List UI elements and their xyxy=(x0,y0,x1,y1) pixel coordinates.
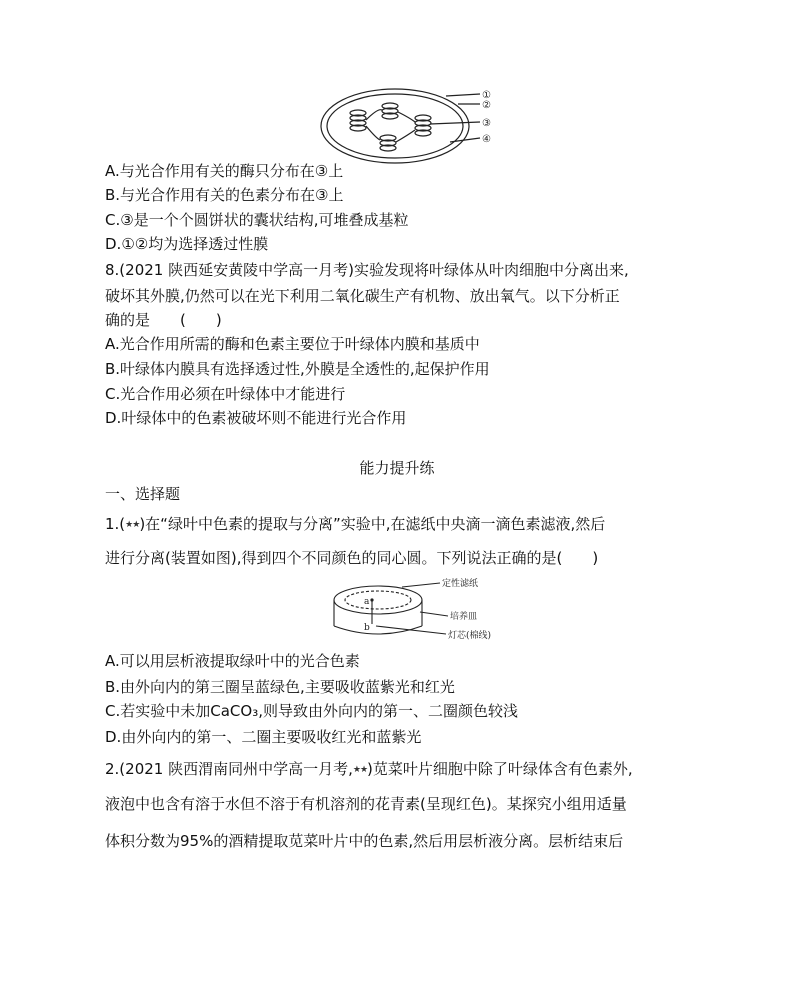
q1-stem-line2: 进行分离(装置如图),得到四个不同颜色的同心圆。下列说法正确的是( ) xyxy=(105,549,599,567)
figure1-label-3: ③ xyxy=(482,118,491,129)
difficulty-star-icon: ★★ xyxy=(125,520,140,530)
q2-stem-pre: 2.(2021 陕西渭南同州中学高一月考, xyxy=(105,760,353,778)
q8-stem-line2: 破坏其外膜,仍然可以在光下利用二氧化碳生产有机物、放出氧气。以下分析正 xyxy=(105,287,620,305)
filter-paper-inner-ring xyxy=(345,591,411,609)
q8-stem-line1: 8.(2021 陕西延安黄陵中学高一月考)实验发现将叶绿体从叶肉细胞中分离出来, xyxy=(105,261,629,279)
q2-stem-post: )苋菜叶片细胞中除了叶绿体含有色素外, xyxy=(367,760,633,778)
filter-paper-outline xyxy=(334,586,422,614)
granum-left xyxy=(350,110,366,131)
q1-option-c: C.若实验中未加CaCO₃,则导致由外向内的第一、二圈颜色较浅 xyxy=(105,702,518,720)
q2-stem-line1 xyxy=(105,759,633,780)
q8-stem-line3: 确的是 ( ) xyxy=(105,311,222,329)
q-prev-option-a: A.与光合作用有关的酶只分布在③上 xyxy=(105,162,344,180)
q1-option-b: B.由外向内的第三圈呈蓝绿色,主要吸收蓝紫光和红光 xyxy=(105,678,455,696)
q2-stem-line3: 体积分数为95%的酒精提取苋菜叶片中的色素,然后用层析液分离。层析结束后 xyxy=(105,832,624,850)
figure1-label-2: ② xyxy=(482,100,491,111)
figure1-label-4: ④ xyxy=(482,134,491,145)
q1-stem-line1 xyxy=(105,514,605,535)
q-prev-option-b: B.与光合作用有关的色素分布在③上 xyxy=(105,186,344,204)
difficulty-star-icon: ★★ xyxy=(352,765,368,775)
granum-right xyxy=(415,115,431,136)
section-subtitle: 一、选择题 xyxy=(105,485,181,503)
figure1-label-1: ① xyxy=(482,90,491,101)
figure2-label-dish: 培养皿 xyxy=(450,612,478,622)
q8-option-b: B.叶绿体内膜具有选择透过性,外膜是全透性的,起保护作用 xyxy=(105,360,490,378)
q1-stem-rest: )在“绿叶中色素的提取与分离”实验中,在滤纸中央滴一滴色素滤液,然后 xyxy=(139,515,606,533)
granum-middle xyxy=(382,103,398,119)
q8-option-a: A.光合作用所需的酶和色素主要位于叶绿体内膜和基质中 xyxy=(105,335,480,353)
q2-stem-line2: 液泡中也含有溶于水但不溶于有机溶剂的花青素(呈现红色)。某探究小组用适量 xyxy=(105,795,627,813)
q8-option-c: C.光合作用必须在叶绿体中才能进行 xyxy=(105,385,346,403)
chloroplast-outer-membrane xyxy=(321,89,469,163)
q8-option-d: D.叶绿体中的色素被破坏则不能进行光合作用 xyxy=(105,409,407,427)
figure2-label-b: b xyxy=(364,623,370,633)
q-prev-option-c: C.③是一个个圆饼状的囊状结构,可堆叠成基粒 xyxy=(105,211,409,229)
chromatography-figure xyxy=(0,578,794,648)
q1-number: 1.( xyxy=(105,515,126,533)
figure2-label-a: a xyxy=(364,597,370,607)
q1-option-a: A.可以用层析液提取绿叶中的光合色素 xyxy=(105,652,360,670)
figure2-label-filter: 定性滤纸 xyxy=(442,579,479,589)
figure2-label-wick: 灯芯(棉线) xyxy=(448,631,492,641)
q1-option-d: D.由外向内的第一、二圈主要吸收红光和蓝紫光 xyxy=(105,728,422,746)
q-prev-option-d: D.①②均为选择透过性膜 xyxy=(105,235,269,253)
granum-bottom xyxy=(380,135,396,151)
section-title: 能力提升练 xyxy=(359,459,435,477)
